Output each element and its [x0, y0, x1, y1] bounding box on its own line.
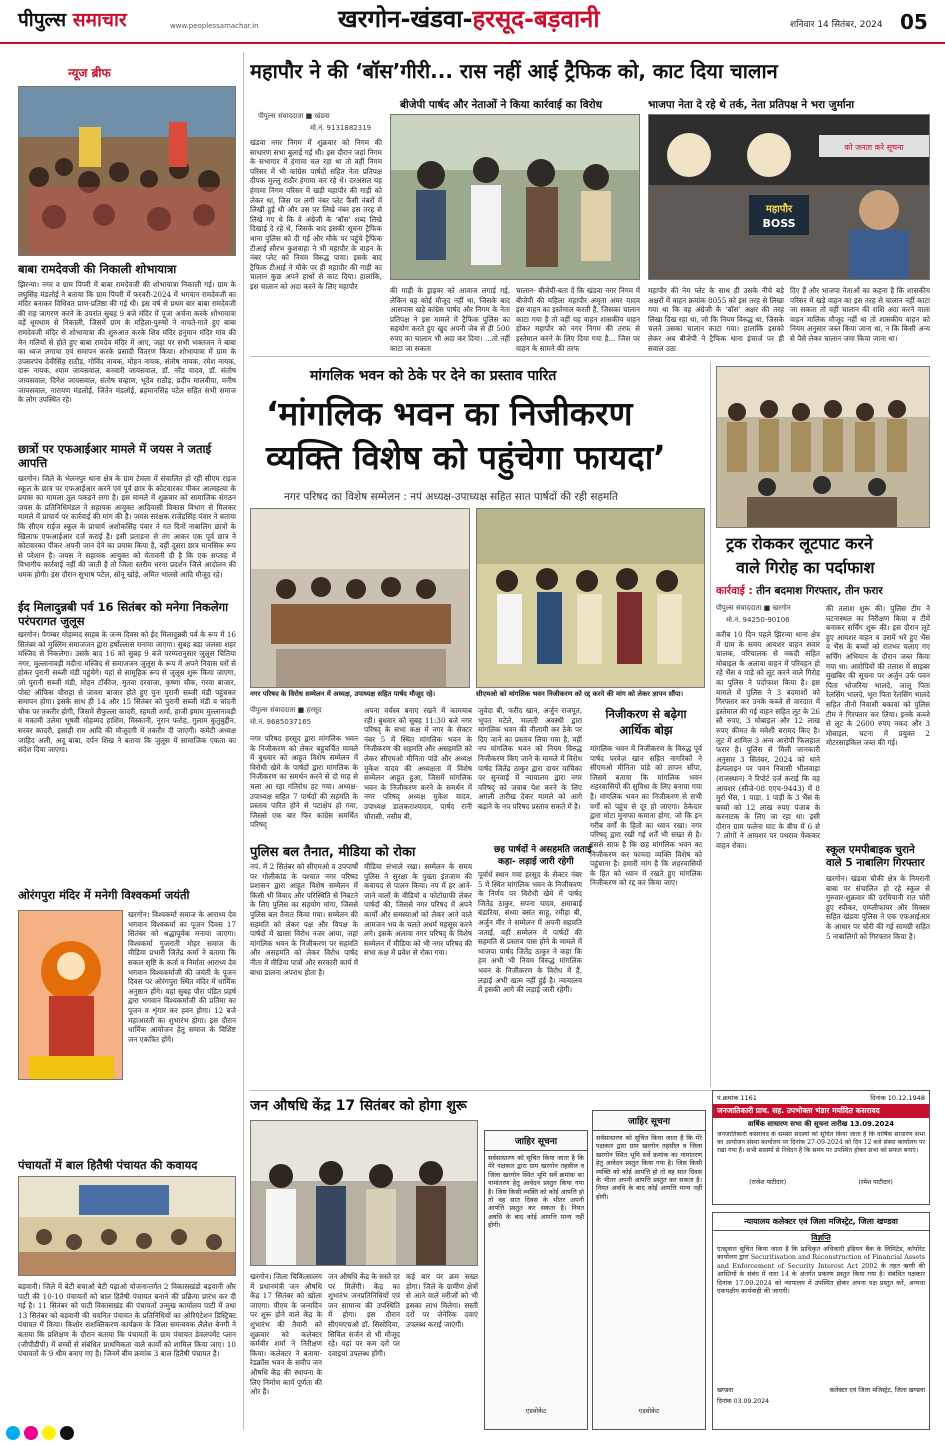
- mangalik-deck: नगर परिषद का विशेष सम्मेलन : नपं अध्यक्ष-उपाध्यक्ष सहित सात पार्षदों की रही सहमति: [284, 491, 619, 503]
- news-brief-column: [18, 58, 236, 1430]
- issue-date: शनिवार 14 सितंबर, 2024: [790, 20, 883, 30]
- section-title: खरगोन-खंडवा-हरसूद-बड़वानी: [338, 5, 600, 33]
- jan-aushadhi-photo: [250, 1120, 478, 1266]
- brief-body-2: खरगोन। जिले के भेलनपुर थाना क्षेत्र के ग्राम टेमला में संचालित हो रही सीएम राइज स्कूल के छात्र पर एफआईआर करने एवं पूर्व छात्र के कोटवारका पीकर आत्महत्या के प्रयास का मामला तूल पकड़ने लगा है। इस मामले में शुक्रवार को सामाजिक संगठन जयस के प्रतिनिधिमंडल ने सहायक आयुक्त आदिवासी विकास विभाग से मिलकर मामले में प्राचार्य पर कार्रवाई की मांग की है। जयस सरंक्षक राजेंद्रसिंह पंवार ने बताया कि सीएम राईज स्कूल के प्राचार्य अशोकसिंह पंवार ने गत दिनों नाबालिग छात्रों के खिलाफ एफआईआर दर्ज कराई है। इसी प्रताड़ना से तंग आकर एक पूर्व छात्र ने कोटवारका पीकर अपनी जान देने का प्रयास किया है, वहीं दूसरा छात्र मानसिक रूप से परेशान है। जयस ने सहायक आयुक्त को चेतावनी दी है कि एक सप्ताह में विभागीय कार्रवाई नहीं की जाती है तो जिला स्तरीय धरना प्रदर्शन जिले आदोलन की धमक होगी। इस दौरान सुभाष पटेल, सोनू खोड़े, अमित भालसे आदि मौजूद रहे।: [18, 474, 236, 579]
- society-meeting-body: जनजातिकारी कसरावद के समस्त सदस्यों को सूचित किया जाता है कि वार्षिक साधारण सभा का आयोजन संस्था कार्यालय पर दिनांक 27-09-2024 को दिन 12 बजे संस्था कार्यालय पर रखा गया है। सभी सदस्यों से निवेदन है कि समय पर उपस्थित होकर सभा को सफल बनाएं।: [717, 1131, 925, 1154]
- lead-photo-right: [648, 114, 930, 280]
- society-name: जनजातिकारी प्राथ. सह. उपभोक्ता भंडार मर्यादित कसरावद: [713, 1104, 929, 1118]
- lead-byline: पीपुल्स संवाददाता ■ खंडवा: [258, 112, 330, 120]
- court-notice-sub: विज्ञप्ति: [811, 1233, 831, 1242]
- truck-byline: पीपुल्स संवाददाता ■ खरगोन: [716, 604, 791, 612]
- brief-body-1: झिरन्या। नगर व ग्राम पिपरी में बाबा रामदेवजी की शोभायात्रा निकाली गई। ग्राम के लघुसिंह मंडलोई ने बताया कि ग्राम पिपरी में फरवरी-2024 में भगवान रामदेवजी का मंदिर बनाकर विधिवत प्राण-प्रतिष्ठा की गई थी। इस वर्ष से प्रथम बार बाबा रामदेवजी की राह जागरण करने के उपरांत सुबह 9 बजे मंदिर में पूजा अर्चना करके शोभायात्रा वड़ें धूमधाम से निकाली, जिसमें ग्राम के महिला-पुरुषों ने नाचते-गाते हुए बाबा रामदेवजी मंदिर से शोभायात्रा की शुरुआत करके शिव मंदिर हनुमान मंदिर गांव की मेन गलियों से होते हुए बाबा रामदेव मंदिर में आए, जहां पर सभी भक्तजन ने बाबा का ध्वज लगाया एवं समापन करके प्रसादी वितरण किया। शोभायात्रा में ग्राम के उपसरपंच देवीसिंह राठौड़, गोविंद नायक, मोहन नायक, संतोष नायक, रमेश नायक, दारू नायक, श्याम जायसवाल, बनवारी जायसवाल, डॉ. नरेंद्र यादव, डॉ. संतोष जायसवाल, दिनेश जायसवाल, संतोष चव्हाण, भूदेव राठौड़, प्रदीप मालवीया, मनीष जायसवाल, नारायण मंडलोई, जितेन मंडलोई, ब्रहमानसिंह पटेल सहित सभी समाज के लोग उपस्थित रहे।: [18, 280, 236, 405]
- jan-aushadhi-col1: खरगोन। जिला चिकित्सालय में प्रधानमंत्री जन औषधि केंद्र 17 सितंबर को खोला जाएगा। पीएम के जन्मदिन पर शुरू होने वाले केंद्र के शुभारंभ की तैयारी को शुक्रवार को कलेक्टर कर्मवीर शर्मा ने निरीक्षण किया। कलेक्टर ने बताया- रेडक्रॉस भवन के समीप जन औषधि केंद्र की स्थापना के लिए निर्माण कार्य पूर्णता की ओर है।: [250, 1272, 322, 1397]
- brief-body-5: बड़वानी। जिले में बेटी बचाओ बेटी पढ़ाओ योजनान्तर्गत 2 विकासखंडो बड़वानी और पाटी की 10-10 पंचायतों को बाल हितैषी पंचायत बनाने की प्रक्रिया प्रारंभ कर दी गई है। 11 सितंबर को पाटी विकासखंड की पंचायतों उन्मुख कार्यालय पाटी में तथा 13 सितंबर को बड़वानी की चयनित पंचायत के प्रतिनिधियों का ओरिएंटेशन डिस्ट्रिक्ट पंचायत में किया। किशोर सशक्तिकरण कार्यक्रम के जिला समन्वयक लैलेश बेनगी ने बताया कि प्रशिक्षण के दौरान बताया कि पंचायतों के ग्राम पंचायत डेवलपमेंट प्लान (जीपीडीपी) में बच्चों से संबंधित प्राथमिकता वाले कार्यों को शामिल किया जाए। 10 पंचायतों के 9 थीम बनाए गए है। जिनमें बीम क्रमांक 3 बाल हितैषी पंचायत है।: [18, 1282, 236, 1359]
- brief-title-1: बाबा रामदेवजी की निकाली शोभायात्रा: [18, 262, 177, 276]
- truck-mobile: मो.नं. 94250-90106: [726, 616, 790, 624]
- registration-mark-magenta: [24, 1426, 38, 1440]
- brief-title-3: ईद मिलादुन्नबी पर्व 16 सितंबर को मनेगा निकलेगा परंपरागत जुलूस: [18, 600, 229, 628]
- mangalik-story: [250, 362, 705, 1087]
- public-notice-body-1: सर्वसाधारण को सूचित किया जाता है कि मेरे पक्षकार द्वारा ग्राम खरगोन तहसील व जिला खरगोन स्थित भूमि सर्वे क्रमांक का नामांतरण हेतु आवेदन प्रस्तुत किया गया है। जिस किसी व्यक्ति को कोई आपत्ति हो तो वह सात दिवस के भीतर अपनी आपत्ति प्रस्तुत कर सकता है। नियत अवधि के बाद कोई आपत्ति मान्य नहीं होगी।: [488, 1154, 584, 1230]
- procession-photo: [18, 86, 236, 256]
- court-notice-title: न्यायालय कलेक्टर एवं जिला मजिस्ट्रेट, जिला खण्डवा: [713, 1213, 929, 1231]
- lead-sub-right: भाजपा नेता दे रहे थे तर्क, नेता प्रतिपक्ष ने भरा जुर्माना: [648, 99, 855, 111]
- jan-aushadhi-story: [250, 1096, 478, 1431]
- brief-body-4: खरगोन। विश्वकर्मा समाज के आराध्य देव भगवान विश्वकर्मा का पूजन दिवस 17 सितंबर को श्रद्धापूर्वक मनाया जाएगा। विश्वकर्मा गुजराती मोहर समाज के मीडिया प्रभारी जितेंद्र कर्मा ने बताया कि सकल सृष्टि के कर्ता व निर्माता आराध्य देव भगवान विश्वकर्माजी की जयंती के पूजन दिवस पर ओरंगपुरा स्थित मंदिर में धार्मिक अनुष्ठान होंगे। वहां सुबह पौरा पंडित प्रहर्ष द्वारा भगवान विश्वकर्माजी की प्रतिमा का पूजन व शृंगार कर हवन होगा। 12 बजे महाआरती का शुभारंभ होगा। इस दौरान धार्मिक आयोजन हेतु समाज के विशिष्ट जन एकत्रित होंगे।: [128, 910, 236, 1044]
- jan-aushadhi-col3: कई बार पर क्रम सख्त होगा। जिले के ग्रामीण क्षेत्रों से आने वाले मरीजों को भी इसका लाभ मिलेगा। सस्ती दरों पर जेनेरिक दवाएं उपलब्ध कराई जाएंगी।: [406, 1272, 478, 1329]
- meeting-caption: नगर परिषद के विरोध सम्मेलन में अध्यक्ष, उपाध्यक्ष सहित पार्षद मौजूद रहे।: [250, 690, 436, 698]
- minors-arrest-title: स्कूल एमपीबाइक चुराने वाले 5 नाबालिग गिरफ्तार: [826, 844, 925, 869]
- privatisation-title: निजीकरण से बढ़ेगा आर्थिक बोझ: [605, 707, 687, 737]
- memorandum-photo: [476, 508, 705, 688]
- registration-mark-black: [60, 1426, 74, 1440]
- public-notice-body-2: सर्वसाधारण को सूचित किया जाता है कि मेरे पक्षकार द्वारा ग्राम खरगोन तहसील व जिला खरगोन स्थित भूमि सर्वे क्रमांक का नामांतरण हेतु आवेदन प्रस्तुत किया गया है। जिस किसी व्यक्ति को कोई आपत्ति हो तो वह सात दिवस के भीतर अपनी आपत्ति प्रस्तुत कर सकता है। नियत अवधि के बाद कोई आपत्ति मान्य नहीं होगी।: [596, 1134, 702, 1201]
- minors-arrest-body: खरगोन। खंडवा चौकी क्षेत्र के निमरानी बाबा पर संचालित हो रहे स्कूल से गुरुवार-शुक्रवार की दरमियानी रात चोरी हुए स्पीकर, एम्प्लीफायर और मिक्सर सहित खंडवा पुलिस ने एक एफआईआर के आधार पर चोरी की गई सामग्री सहित 5 नाबालिगों को गिरफ्तार किया है।: [826, 874, 930, 941]
- jan-aushadhi-headline: जन औषधि केंद्र 17 सितंबर को होगा शुरू: [250, 1098, 467, 1114]
- mangalik-col1: नगर परिषद हरसूद द्वारा मांगलिक भवन के निजीकरण को लेकर बहुचर्चित मामले में बुधवार को आहूत विशेष सम्मेलन में विरोधी खेमे के पार्षदों द्वारा मांगलिक के निजीकरण का समर्थन करने से दो माह से चला आ रहा गतिरोध हट गया। अध्यक्ष-उपाध्यक्ष सहित 7 पार्षदों की सहमति के प्रस्ताव पारित होने से पटाक्षेप हो गया, जिससे एक बार फिर कांग्रेस समर्थित परिषद्: [250, 734, 358, 830]
- public-notice-sign-2: एडवोकेट: [638, 1407, 660, 1415]
- brief-title-2: छात्रों पर एफआईआर मामले में जयस ने जताई आपत्ति: [18, 442, 212, 470]
- lead-body-col2: की गाड़ी के ड्राइवर को आवाज लगाई गई, लेकिन वह कोई मौजूद नहीं था, जिसके बाद आसपास खड़े कांग्रेस पार्षद और निगम के नेता प्रतिपक्ष ने इस मामले में ट्रैफिक पुलिस का सहयोग करते हुए खुद अपनी जेब से ही 500 रुपए का चालान भी अदा कर दिया। ...तो नहीं काटा जा सकता: [390, 286, 510, 353]
- lead-photo-left: [390, 114, 640, 280]
- society-meeting-title: वार्षिक साधारण सभा की सूचना तारीख 13.09.2024: [747, 1120, 895, 1128]
- photo-sign-mahapor: महापौर: [765, 204, 793, 215]
- panchayat-training-photo: [18, 1176, 236, 1276]
- truck-deck: कार्रवाई : तीन बदमाश गिरफ्तार, तीन फरार: [716, 585, 883, 597]
- lead-sub-left: बीजेपी पार्षद और नेताओं ने किया कार्रवाई का विरोध: [400, 99, 603, 111]
- mangalik-headline-2: व्यक्ति विशेष को पहुंचेगा फायदा’: [266, 438, 666, 477]
- society-reg-date: दिनांक 10.12.1948: [870, 1094, 925, 1102]
- police-subhead: पुलिस बल तैनात, मीडिया को रोका: [250, 845, 416, 860]
- privatisation-body: मांगलिक भवन में निजीकरण के विरुद्ध पूर्व पार्षद परवेज़ खान सहित नागरिकों ने सीएमओ मीनिता पांडे को ज्ञापन सौंपा, जिसमें बताया कि मांगलिक भवन शहरवासियों की सुविधा के लिए बनाया गया है। मांगलिक भवन का निजीकरण से सभी वर्गों को पहुंच से दूर हो जाएगा। ठेकेदार द्वारा मोटा मुनाफा कमाना होगा, जो कि इन गरीब वर्गों के हितों का ध्यान रखा। नगर परिषद् द्वारा रखी गई शर्तें भी सख्त से है। इससे साफ है कि छह मांगलिक भवन का निजीकरण कर फायदा व्यक्ति विशेष को पहुंचाना है। हमारी मांग है कि शहरवासियों के हित को ध्यान में रखते हुए मांगलिक निजीकरण को रद्द कर किया जाए।: [590, 744, 702, 888]
- public-notice-sign-1: एडवोकेट: [525, 1407, 547, 1415]
- society-sign-a: (राजेश पाटीदार): [749, 1179, 787, 1186]
- truck-story: [716, 362, 930, 1087]
- photo-banner-text: को जनता करे सूचना: [844, 143, 904, 152]
- court-notice-place: खण्डवा: [717, 1387, 734, 1394]
- news-brief-label: न्यूज ब्रीफ: [68, 66, 111, 80]
- masthead: [0, 0, 945, 44]
- arrested-gang-photo: [716, 366, 930, 528]
- lead-body-col3: चालान- बीजेपी-बता दें कि खंडवा नगर निगम में बीजेपी की महिला महापौर अमृता अमर यादव इस वाहन का इस्तेमाल करती हैं, जिसका चालान काटा गया है तो वहीं यह वाहन शासकीय वाहन होकर महापौर को नगर निगम की तरफ से इस्तेमाल करने के लिए दिया गया है... जिस पर वाहन के सामने की तरफ: [516, 286, 640, 353]
- public-notice-title-2: जाहिर सूचना: [593, 1111, 705, 1131]
- section-divider: [250, 356, 930, 357]
- photo-sign-boss: BOSS: [762, 217, 796, 230]
- society-meeting-ad: [712, 1090, 930, 1205]
- public-notice-ad-1: [484, 1130, 588, 1430]
- dissent-kicker: छह पार्षदों ने असहमति जताई: [494, 845, 592, 855]
- jan-aushadhi-col2: जन औषधि केंद्र के सस्ते दर पर मिलेंगी। केंद्र का शुभारंभ जनप्रतिनिधियों एवं जन सामान्य की उपस्थिति में होगा। इस दौरान सीएमएचओ डॉ. सिसोदिया, सिविल सर्जन से भी मौजूद रहे। यहां पर कम दरों पर दवाइयां उपलब्ध होंगी।: [328, 1272, 400, 1358]
- lead-story: [250, 58, 930, 358]
- memorandum-caption: सीएमओ को मांगलिक भवन निजीकरण को रद्द करने की मांग को लेकर ज्ञापन सौंपा।: [476, 690, 684, 698]
- mangalik-kicker: मांगलिक भवन को ठेके पर देने का प्रस्ताव पारित: [310, 368, 557, 384]
- lead-body-col4: महापौर की नेम प्लेट के साथ ही उसके नीचे बड़े अक्षरों में वाहन क्रमांक 8055 को इस तरह से लिखा गया था कि वह अंग्रेजी के ‘बॉस’ अक्षर की तरह लिखा दिख रहा था, जो कि नियम विरुद्ध था, जिसके चलते उसका चालान काटा गया। हालांकि इसको लेकर अब बीजेपी ने ट्रैफिक थाना इंचार्ज पर ही सवाल उठा: [648, 286, 784, 353]
- court-notice-body: एतद्द्वारा सूचित किया जाता है कि प्राधिकृत अधिकारी इंडियन बैंक के लिमिटेड, कॉपोरेट कार्यालय द्वारा Securitisation and Reconstruction of Financial Assets and Enforcement of Security Interest Act 2002 के तहत ऋणी की आस्तियों के संबंध में धारा 14 के अंतर्गत प्रकरण प्रस्तुत किया गया है। संबंधित पक्षकार दिनांक 17.09.2024 को न्यायालय में उपस्थित होकर अपना पक्ष प्रस्तुत करें, अन्यथा एकपक्षीय कार्यवाही की जाएगी।: [717, 1245, 925, 1296]
- public-notice-ad-2: [592, 1110, 706, 1430]
- column-divider-right: [710, 362, 711, 1087]
- meeting-photo: [250, 508, 470, 688]
- brief-title-5: पंचायतों में बाल हितैषी पंचायत की कवायद: [18, 1158, 198, 1172]
- police-col1: नपं. में 2 सितंबर को सीएमओ व उपपार्षों पर गोलीकांड के पश्चात नगर परिषद प्रशासन द्वारा आहूत विशेष सम्मेलन में किसी भी विवाद और परिस्थिति से निबटने के लिए पुलिस का सहयोग मांगा, जिससे पुलिस बल तैनात किया गया। सम्मेलन की सहमति को लेकर पक्ष और विपक्ष के पार्षदों में खासा विरोध नजर आया, जहां मांगलिक भवन के निजीकरण पर सहमति और असहमति को लेकर विरोध पार्षद नीता में मीडिया पात्रों और सरकारी कार्य में बाधा डालना अपराध होता है।: [250, 862, 358, 977]
- dissent-body: पूर्वार्ध स्थान गया हरसूद के सेक्टर नंबर 5 में स्थित मांगलिक भवन के निजीकरण के निर्णय पर विरोधी खेमे में पार्षद जितेंद्र ठाकुर, सपना यादव, क्षमाबाई बंडारिया, संध्या बसंत साहू, रमीहा बी, अर्जुन मीर ने सम्मेलन में अपनी सहमति जताई, वहीं सम्मेलन में पार्षदों की सहमति से प्रस्ताव पास होने के मामले में भाजपा पार्षद जितेंद्र ठाकुर ने कहा कि हम अभी भी नियम विरुद्ध मांगलिक भवन के निजीकरण के विरोध में हैं, लड़ाई अभी खत्म नहीं हुई है। न्यायालय में इसकी आगे की लड़ाई जारी रहेगी।: [478, 870, 582, 995]
- site-url[interactable]: www.peoplessamachar.in: [170, 22, 259, 30]
- mangalik-mobile: मो.नं. 9685037165: [250, 718, 312, 726]
- lead-body-col5: दिए हैं और भाजपा नेताओं का कहना है कि शासकीय परिसर में खड़े वाहन का इस तरह से चालान नहीं काटा जा सकता तो वहीं चालान की राशि अदा करने वाला वाहन मालिक मौजूद नहीं था तो शासकीय वाहन को नियम अनुसार जब्त किया जाना था, न कि किसी अन्य से पैसे लेकर चालान जमा किया जाना था।: [790, 286, 930, 343]
- mangalik-byline: पीपुल्स संवाददाता ■ हरसूद: [250, 706, 322, 714]
- lead-mobile: मो.नं. 9131882319: [310, 124, 372, 132]
- mangalik-col3: जुवेदा बी, फरीद खान, अर्जुन राजपूत, भूपत मटेले, मालती अवस्थी द्वारा मांगलिक भवन की नीलामी कर ठेके पर दिए जाने का प्रस्ताव लिया गया है, वहीं नप मांगलिक भवन को नियम विरुद्ध निजीकरण किए जाने के मामले में विरोध पार्षद जितेंद्र ठाकुर द्वारा दायर याचिका पर सुनवाई में न्यायालय द्वारा नगर परिषद् को जवाब पेश करने के लिए अगली तारीख देकर मामले को आगे बढ़ाने के नप परिषद प्रस्ताव सकते में है।: [478, 706, 582, 811]
- society-sign-b: (रमेश पाटीदार): [858, 1179, 893, 1186]
- registration-mark-cyan: [6, 1426, 20, 1440]
- brief-body-3: खरगोन। पैगम्बर मोहम्मद साहब के जन्म दिवस को ईद मिलादुन्नबी पर्व के रूप में 16 सितंबर को मुस्लिम समाजजन द्वारा हर्षोल्लास मनाया जाएगा। सुबह बड़ा जलसा शहर मस्जिद से निकलेगा। उसके बाद 16 को सुबह 9 बजे परम्परानुसार जुलूस चितिया नगर, मुल्लानावड़ी मदीना मस्जिद से समाजजन जुलूस के रूप में अपने निवास घरों से होकर पुरानी सब्जी मंडी पहुंचेगे। यहां से सामूहिक रूप से जुलूस शुरू किया जाएगा, जो पुरानी सब्जी मंडी, मोहन टॉकीज, मुतवा दरवाजा, कृष्णा चौक, गरवा बाजार, पोस्ट ऑफिस चौराहा से जावरा बाजार होते हुए पुनः पुरानी सब्जी मंडी पहुंचकर समापन होगा। इसके साथ ही 14 और 15 सितंबर को पुरानी सब्जी मंडी व चांदनी चौक पर तकरीर होगी, जिसमें सैफुल्ला कादरी, रहमती शर्मा, हाजी इमाम मुल्लानावड़ी व मकामी उलेमा भूषवी मोहम्मद हाशिम, मिस्कानी, नूरान फरोह, गुलाम कुतुबुद्दीन, सरवर कादरी, इसाही राम आदि की मौजूदगी में तकरीर दी जाएगी। कमेटी अध्यक्ष जाहिद अली, अदू बाबा, दर्पन शिख ने बताया कि जुलूस में सामाजिक एकता का संदेश दिया जाएगा।: [18, 630, 236, 755]
- column-divider: [243, 52, 244, 1430]
- court-notice-date: दिनांक 03.09.2024: [717, 1398, 770, 1405]
- public-notice-title-1: जाहिर सूचना: [485, 1131, 587, 1151]
- registration-mark-yellow: [42, 1426, 56, 1440]
- brand-logo: पीपुल्स समाचार: [18, 9, 127, 31]
- truck-headline-1: ट्रक रोककर लूटपाट करने: [726, 534, 873, 553]
- truck-col2: की तलाश शुरू की। पुलिस टीम ने घटनास्थल का निरीक्षण किया व टीमें बनाकर सर्चिंग शुरू की। इस दौरान लूटे हुए आयशर वाहन व उसमें भरे हुए भैंस व भैंस के बच्चों को रातभर चलाए गए सर्चिंग अभियान के दौरान जब्त किया गया था। आरोपियों की तलाश में साइबर मुखबिर की सूचना पर अर्जुन उर्फ पवन पिता भोजरिया भालदे, जालू पिता रेलसिंग भालदे, भूरा पिता रेलसिंग भालदे सहित तीनों निवासी बकावां को पुलिस टीम ने गिरफ्तार कर लिया। इनके कब्जे से लूट के 2600 रुपए नकद और 3 मोबाइल, घटना में प्रयुक्त 2 मोटरसाइकिल जब्त की गई।: [826, 604, 930, 748]
- truck-col1: करीब 10 दिन पहले झिरन्या थाना क्षेत्र में ग्राम के समय आयशर वाहन सवार चालक, परिचालक से नकदी सहित मोबाइल के अलावा वाहन में परिवहन हो रहे भैंस व पाड़े को लूट करने वाले गिरोह का पुलिस ने पर्दाफाश किया है। इस मामले में पुलिस ने 3 बदमाशों को गिरफ्तार कर उनके कब्जे से वारदात में इस्तेमाल की गई वाहन सहित लूट के 26 सौ रुपए, 3 मोबाइल और 12 लाख रुपए कीमत के मवेशी बरामद किए है। लूट में शामिल 3 अन्य आरोपी फिलहाल फरार है। पुलिस से मिली जानकारी अनुसार 3 सितंबर, 2024 को थाने हेल्पलाइन पर पवन निवासी भीलवाड़ा (राजस्थान) ने रिपोर्ट दर्ज कराई कि वह आयशर (सीजे-08 एएच-9443) में 8 मुर्रा भैंस, 1 पाड़ा, 1 पाड़ी के 3 भैंस के बच्चों को 12 लाख रुपए पंजाब के करनाटक के लिए जा रहा था। इसी दौरान ग्राम फलेना घाट के बीच में 6 से 7 लोगों ने आयशर पर पथराव फेंककर वाहन रोका।: [716, 630, 820, 851]
- society-reg-no: पं.क्रमांक 1161: [717, 1094, 757, 1102]
- vishwakarma-idol-photo: [18, 910, 123, 1080]
- court-notice-sign: कलेक्टर एवं जिला मजिस्ट्रेट, जिला खण्डवा: [829, 1387, 925, 1394]
- mangalik-col2: अपना वर्चस्व बनाए रखने में कामयाब रही। बुधवार को सुबह 11:30 बजे नगर परिषद् के सभा कक्ष में नगर के सेक्टर नंबर 5 में स्थित मांगलिक भवन के निजीकरण की सहमति और असहमति को लेकर सीएमओ मीनिता पांडे और अध्यक्ष मुकेश यादव की अध्यक्षता में विशेष सम्मेलन आहूत हुआ, जिसमें मांगलिक भवन के निजीकरण करने के समर्थन में नगर परिषद् अध्यक्ष मुकेश यादव, उपाध्यक्ष डालकराश्यादव, पार्षद रानी चौरासी, नसीम बी,: [364, 706, 472, 821]
- lead-body-col1: खंडवा नगर निगम में शुक्रवार को निगम की साधारण सभा बुलाई गई थी। इस दौरान जहां निगम के सभागार में हंगामा चल रहा था तो वहीं निगम परिसर में भी कांग्रेस पार्षदों सहित नेता प्रतिपक्ष दीपक मुल्लू राठौर हंगामा कर रहे थे। दरअसल यह हंगामा निगम परिसर में खड़ी महापौर की गाड़ी को लेकर था, जिस पर लगी नंबर प्लेट फैंसी नंबरों में लिखी हुई थी और उस पर लिखे नंबर इस तरह से लिखे गए थे कि वे अंग्रेजी के ‘बॉस’ शब्द लिखे दिखाई दे रहे थे, जिसके बाद इसकी सूचना ट्रैफिक थाना पुलिस को दी गई और मौके पर पहुंचे ट्रैफिक टीआई सौरभ कुशवाहा ने भी महापौर के वाहन के नंबर प्लेट को नियम विरुद्ध पाया। इसके बाद ट्रैफिक टीआई ने मौके पर ही महापौर की गाड़ी का चालान कुछ अपने हाथों से काट दिया। हालांकि, इस चालान को अदा करने के लिए महापौर: [250, 138, 382, 291]
- lead-headline: महापौर ने की ‘बॉस’गीरी... रास नहीं आई ट्रैफिक को, काट दिया चालान: [250, 59, 778, 83]
- mangalik-headline-1: ‘मांगलिक भवन का निजीकरण: [266, 394, 633, 433]
- dissent-title: कहा- लड़ाई जारी रहेगी: [498, 857, 574, 867]
- police-col2: मीडिया संभाले रखा। सम्मेलन के समय पुलिस ने सुरक्षा के पुख्ता इंतजाम की कवायद से पालन किया। नप में हर आने-जाने वालों के वीडियो व फोटोग्राफी लेकर पार्षदों की, जिससे नगर परिषद में अपने कार्यों और समस्याओं को लेकर आने वाले आमजन भय के चलते अधर्म महसूस करने लगे। इसके अलावा नगर परिषद् के विशेष सम्मेलन में मीडिया को भी नगर परिषद की सभा कक्ष में प्रवेश से रोका गया।: [364, 862, 472, 958]
- brief-title-4: ओरंगपुरा मंदिर में मनेगी विश्वकर्मा जयंती: [18, 888, 190, 902]
- court-notice-ad: [712, 1212, 930, 1430]
- page-number: 05: [900, 10, 928, 34]
- truck-headline-2: वाले गिरोह का पर्दाफाश: [736, 558, 875, 577]
